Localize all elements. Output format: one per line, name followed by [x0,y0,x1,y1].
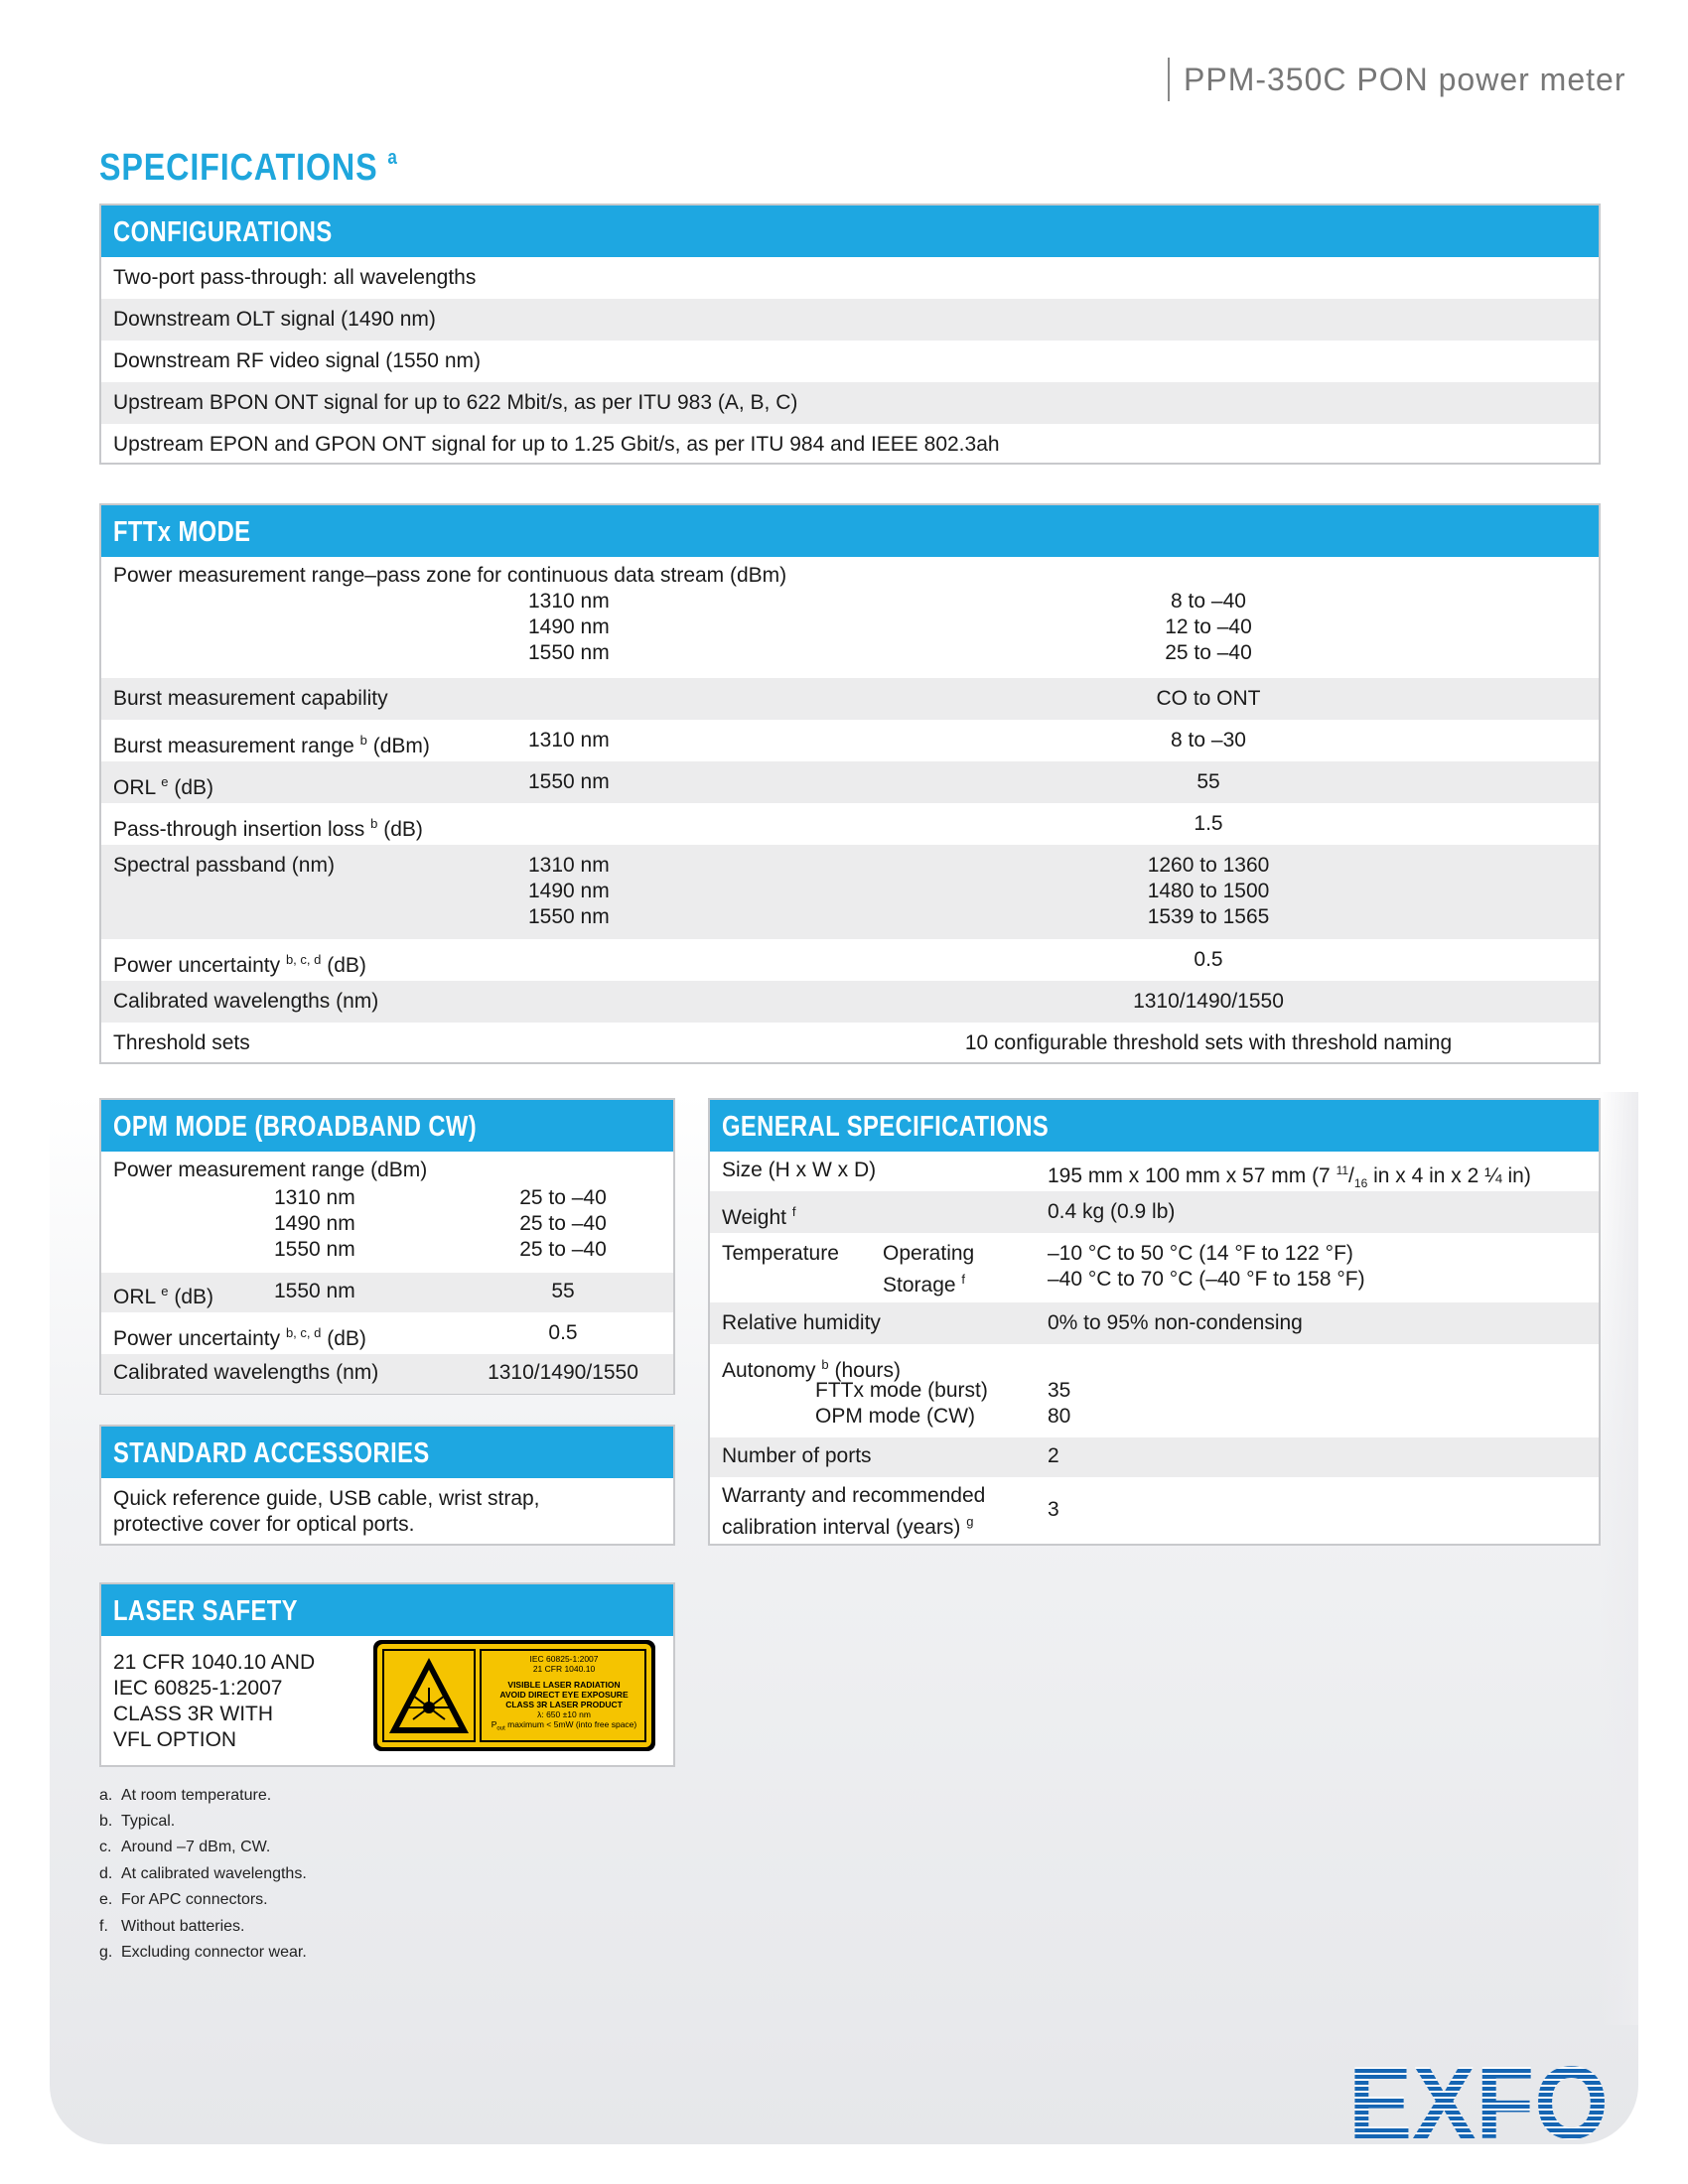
footnote: a. At room temperature. [99,1787,272,1804]
laser-safety-header: LASER SAFETY [101,1584,673,1636]
footnote: f. Without batteries. [99,1918,245,1935]
table-row: Relative humidity 0% to 95% non-condensing [710,1302,1599,1344]
table-row: Temperature Operating Storage $^f$ –10 °C to 50 °C (14 °F to 122 °F) –40 °C to 70 °C (–40 °F to 158 °F) [722,1242,1365,1297]
table-row: Upstream EPON and GPON ONT signal for up to 1.25 Gbit/s, as per ITU 984 and IEEE 802.3ah [113,433,1000,456]
header-divider [1168,58,1170,101]
footnote: g. Excluding connector wear. [99,1944,307,1961]
fttx-mode-section [99,503,1601,1064]
table-row: Calibrated wavelengths (nm) 1310/1490/1550 [101,1354,673,1394]
footnote: d. At calibrated wavelengths. [99,1865,307,1882]
footnote: b. Typical. [99,1813,176,1830]
configurations-section [99,204,1601,465]
table-row: Power measurement range–pass zone for continuous data stream (dBm) 1310 nm 1490 nm 1550 nm 8 to –40 12 to –40 25 to –40 [113,564,1252,664]
general-specifications-section [708,1098,1601,1546]
svg-text:EXFO: EXFO [1348,2057,1609,2142]
exfo-logo-icon [1348,2057,1613,2142]
exfo-logo [1348,2057,1613,2147]
table-row: Autonomy $^b$ (hours) FTTx mode (burst) OPM mode (CW) 35 80 [722,1357,1071,1428]
general-specifications-header: GENERAL SPECIFICATIONS [710,1100,1599,1152]
standard-accessories-header: STANDARD ACCESSORIES [101,1427,673,1478]
table-row: Weight $^f$ 0.4 kg (0.9 lb) [710,1191,1599,1233]
footnote: e. For APC connectors. [99,1891,268,1908]
footnote: c. Around –7 dBm, CW. [99,1839,271,1855]
table-row: Burst measurement capability CO to ONT [101,678,1599,720]
standard-accessories-section [99,1425,675,1546]
opm-mode-header: OPM MODE (BROADBAND CW) [101,1100,673,1152]
table-row: Downstream RF video signal (1550 nm) [113,349,481,372]
table-row: Warranty and recommended calibration interval (years) $^g$ 3 [722,1484,1059,1539]
table-row: Number of ports 2 [710,1437,1599,1477]
table-row: Power uncertainty $^{b, c, d}$ (dB) 0.5 [113,948,1223,977]
specifications-heading: SPECIFICATIONS $^a$ [99,147,398,189]
table-row: Pass-through insertion loss $^b$ (dB) 1.5 [113,812,1223,841]
table-row: Two-port pass-through: all wavelengths [113,266,477,289]
accessories-text: Quick reference guide, USB cable, wrist strap, protective cover for optical ports. [113,1487,540,1536]
table-row: Power uncertainty $^{b, c, d}$ (dB) 0.5 [113,1321,578,1350]
table-row: Calibrated wavelengths (nm) 1310/1490/1550 [101,981,1599,1023]
table-row: Size (H x W x D) 195 mm x 100 mm x 57 mm (7 $^{11}/_{16}$ in x 4 in x 2 ¼ in) [722,1159,1531,1191]
table-row: Burst measurement range $^b$ (dBm) 1310 nm 8 to –30 [113,729,1246,757]
laser-safety-text: 21 CFR 1040.10 AND IEC 60825-1:2007 CLASS 3R WITH VFL OPTION [113,1651,316,1751]
laser-warning-label [373,1640,655,1751]
laser-label-text: IEC 60825-1:2007 21 CFR 1040.10 VISIBLE LASER RADIATION AVOID DIRECT EYE EXPOSURE CLASS 3R LASER PRODUCT λ: 650 ±10 nm $P_{out}$ maximum < 5mW (into free space) [491,1654,637,1732]
table-row: Spectral passband (nm) 1310 nm 1490 nm 1550 nm 1260 to 1360 1480 to 1500 1539 to 1565 [101,845,1599,939]
table-row: ORL $^e$ (dB) 1550 nm 55 [101,1273,673,1312]
table-row: ORL $^e$ (dB) 1550 nm 55 [101,761,1599,803]
table-row: Power measurement range (dBm) 1310 nm 1490 nm 1550 nm 25 to –40 25 to –40 25 to –40 [113,1159,607,1261]
table-row: Upstream BPON ONT signal for up to 622 Mbit/s, as per ITU 983 (A, B, C) [101,382,1599,424]
document-title: PPM-350C PON power meter [1184,62,1626,97]
table-row: Downstream OLT signal (1490 nm) [101,299,1599,341]
configurations-header: CONFIGURATIONS [101,205,1599,257]
fttx-mode-header: FTTx MODE [101,505,1599,557]
table-row: Threshold sets 10 configurable threshold sets with threshold naming [113,1031,1453,1054]
opm-mode-section [99,1098,675,1395]
